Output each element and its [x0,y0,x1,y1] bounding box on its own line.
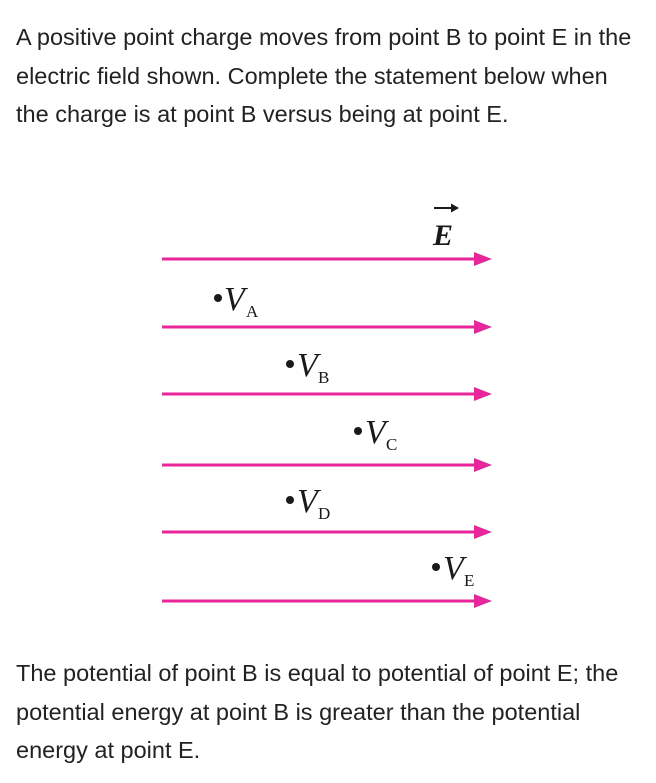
point-b-symbol: V [297,347,318,384]
point-e-subscript: E [464,571,475,590]
point-d-symbol: V [297,483,318,520]
field-vector-label [432,204,459,253]
question-text: A positive point charge moves from point B to point E in the electric field shown. Complete the statement below when the charge is at point B versus being at point E. [16,24,632,127]
field-line [162,252,492,266]
point-c-symbol: V [365,414,386,451]
point-e-symbol: V [443,550,464,587]
point-c-subscript: C [386,435,398,454]
point-c-dot [354,427,362,435]
field-line [162,320,492,334]
point-d-subscript: D [318,504,331,523]
field-line [162,458,492,472]
point-b [286,347,329,387]
point-a-subscript: A [246,302,259,321]
point-a-dot [214,294,222,302]
field-line [162,387,492,401]
field-line [162,525,492,539]
point-a [214,281,259,321]
point-d [286,483,330,523]
field-line [162,594,492,608]
point-b-subscript: B [318,368,330,387]
point-e-dot [432,563,440,571]
point-b-dot [286,360,294,368]
point-d-dot [286,496,294,504]
point-a-symbol: V [224,281,245,318]
answer-text: The potential of point B is equal to potential of point E; the potential energy at point B is greater than the potential energy at point E. [16,660,619,763]
point-c [354,414,397,454]
point-e [432,550,474,590]
field-label: E [433,219,454,252]
